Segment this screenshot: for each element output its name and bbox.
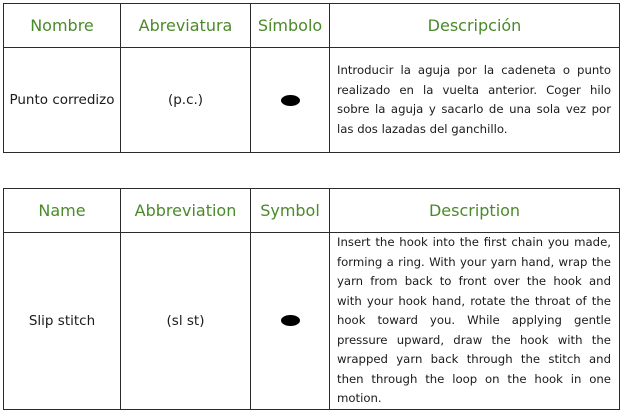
stitch-abbreviation: (p.c.) (121, 48, 251, 153)
stitch-name: Slip stitch (4, 233, 121, 410)
english-stitch-table (3, 188, 620, 410)
header-name: Name (4, 189, 121, 233)
stitch-name: Punto corredizo (4, 48, 121, 153)
stitch-symbol-cell (251, 233, 330, 410)
black-oval-icon (281, 315, 300, 326)
header-abbreviation: Abbreviation (121, 189, 251, 233)
header-description: Descripción (330, 4, 620, 48)
header-name: Nombre (4, 4, 121, 48)
spanish-stitch-table (3, 3, 620, 153)
stitch-description: Introducir la aguja por la cadeneta o punto realizado en la vuelta anterior. Coger hilo sobre la aguja y sacarlo de una sola vez por las dos lazadas del ganchillo. (330, 48, 620, 153)
table-row (4, 233, 620, 410)
stitch-abbreviation: (sl st) (121, 233, 251, 410)
stitch-symbol-cell (251, 48, 330, 153)
header-abbreviation: Abreviatura (121, 4, 251, 48)
stitch-description: Insert the hook into the first chain you made, forming a ring. With your yarn hand, wrap the yarn from back to front over the hook and with your hook hand, rotate the throat of the hook toward you. While applying gentle pressure upward, draw the hook with the wrapped yarn back through the stitch and then through the loop on the hook in one motion. (330, 233, 620, 410)
header-row (4, 189, 620, 233)
header-description: Description (330, 189, 620, 233)
black-oval-icon (281, 95, 300, 106)
table-row (4, 48, 620, 153)
header-row (4, 4, 620, 48)
header-symbol: Símbolo (251, 4, 330, 48)
header-symbol: Symbol (251, 189, 330, 233)
